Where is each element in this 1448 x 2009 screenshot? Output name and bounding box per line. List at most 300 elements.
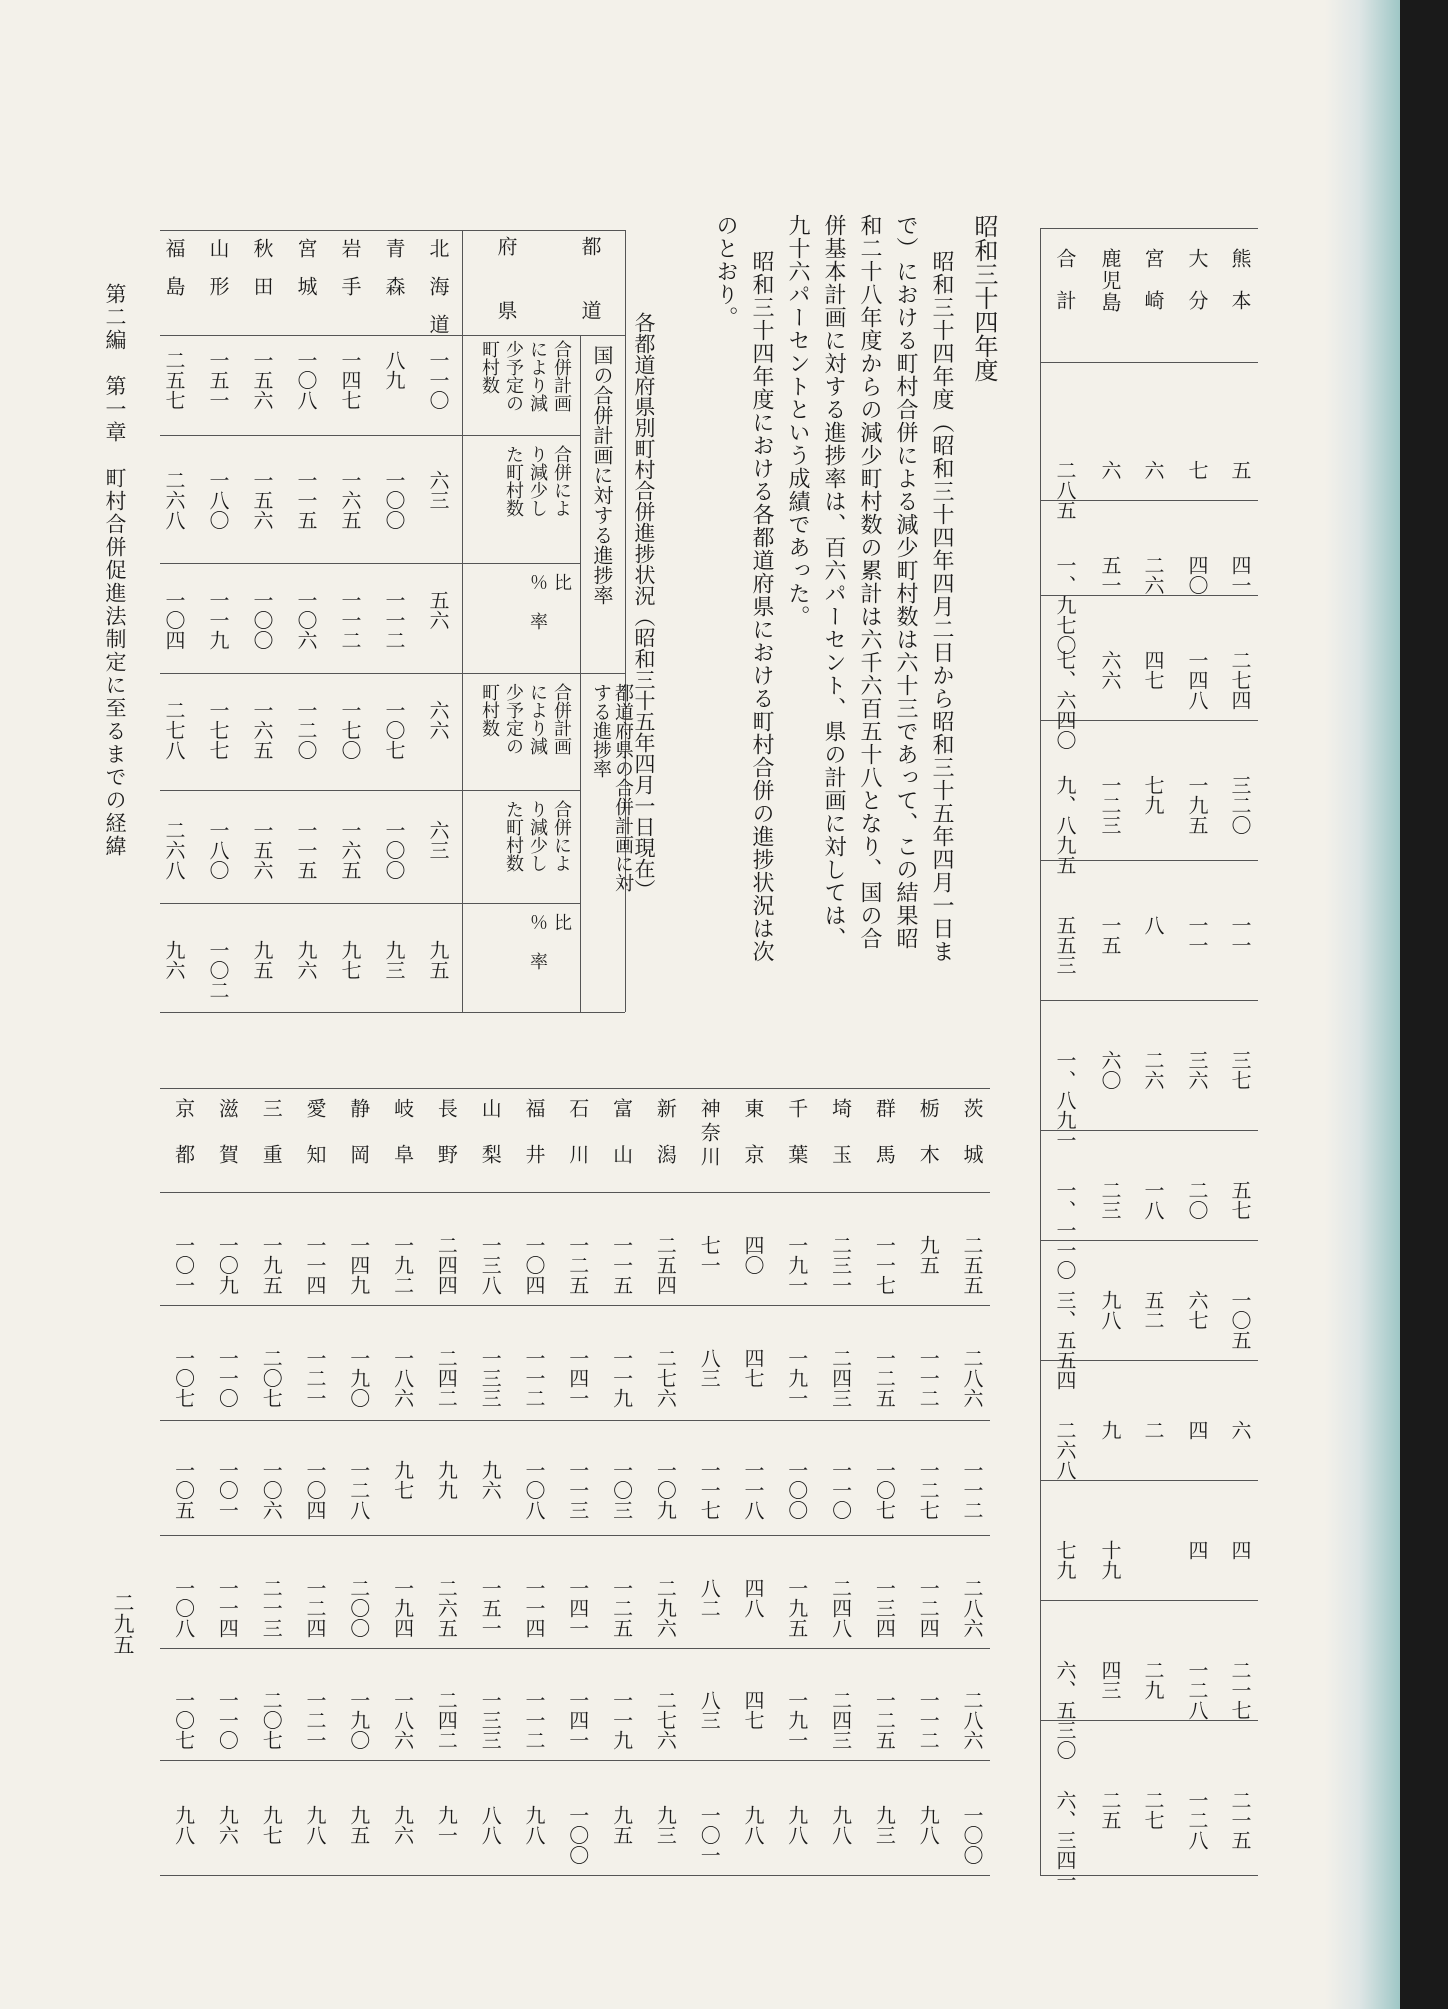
table-bottom-cell: 一〇三 <box>609 1460 634 1520</box>
table-left-subheader: り減少し <box>527 800 548 872</box>
table-bottom-cell: 二四八 <box>828 1578 853 1638</box>
table-left-cell: 一〇〇 <box>250 590 274 650</box>
table-bottom-cell: 一三三 <box>478 1690 503 1750</box>
page-number: 二九五 <box>111 1592 135 1655</box>
table-bottom-cell: 一〇一 <box>171 1235 196 1295</box>
table-bottom-cell: 二四四 <box>434 1235 459 1295</box>
table-right-lower-cell: 六 <box>1228 1420 1252 1440</box>
table-bottom-cell: 一九一 <box>784 1235 809 1295</box>
table-right-lower-cell: 六七 <box>1185 1290 1209 1330</box>
table-bottom-cell: 八二 <box>697 1578 722 1618</box>
table-bottom-cell: 一八六 <box>390 1348 415 1408</box>
table-bottom-cell: 四八 <box>741 1578 765 1618</box>
table-bottom-cell: 二三一 <box>828 1235 853 1295</box>
table-left-subheader: り減少し <box>527 445 548 517</box>
table-right-lower-cell: 九八 <box>1098 1290 1122 1330</box>
table-right-lower-cell: 十九 <box>1098 1540 1122 1580</box>
table-right-lower-cell: 三、五五四 <box>1053 1290 1077 1390</box>
table-left-cell: 一八〇 <box>206 820 230 880</box>
table-bottom-cell: 一九五 <box>784 1578 809 1638</box>
table-bottom-cell: 一四九 <box>346 1235 371 1295</box>
table-bottom-row-name: 群馬 <box>872 1098 897 1190</box>
table-right-lower-cell: 四 <box>1185 1540 1209 1560</box>
table-bottom-cell: 一九〇 <box>346 1690 371 1750</box>
table-right-cell: 三六 <box>1185 1050 1209 1090</box>
table-bottom-row-name: 長野 <box>434 1098 459 1190</box>
table-left-subcol-rule <box>160 435 462 436</box>
table-bottom-cell: 一一三 <box>565 1460 590 1520</box>
table-right-cell: 七九 <box>1141 775 1165 815</box>
table-bottom-cell: 八三 <box>697 1348 722 1388</box>
table-left-header-subrule <box>462 435 580 436</box>
table-right-cell: 一二三 <box>1098 775 1122 835</box>
table-bottom-cell: 一〇九 <box>653 1460 678 1520</box>
table-right-cell: 四〇 <box>1185 555 1209 595</box>
table-bottom-cell: 一九四 <box>390 1578 415 1638</box>
table-left-subheader: 少予定の <box>503 340 524 412</box>
table-right-cell: 九、八九五 <box>1053 775 1077 875</box>
table-bottom-cell: 一一二 <box>960 1460 984 1520</box>
table-right-cell: 三七 <box>1228 1050 1252 1090</box>
table-right-cell: 二六 <box>1141 555 1165 595</box>
table-left-subheader: た町村数 <box>503 445 524 517</box>
table-left-cell: 一二〇 <box>294 700 318 760</box>
table-bottom-cell: 四七 <box>741 1690 765 1730</box>
table-right-cell: 四一 <box>1228 555 1252 595</box>
table-right-cell: 三二〇 <box>1228 775 1252 835</box>
table-bottom-cell: 一八六 <box>390 1690 415 1750</box>
table-bottom-row-name: 福井 <box>522 1098 546 1190</box>
table-left-bottom-rule <box>160 1012 625 1013</box>
table-bottom-row-name: 岐阜 <box>390 1098 415 1190</box>
table-left-cell: 一〇〇 <box>382 820 406 880</box>
table-bottom-col-rule <box>160 1535 990 1536</box>
table-left-subheader: 町村数 <box>479 683 500 737</box>
table-right-lower-cell: 一八 <box>1141 1180 1165 1220</box>
table-right-lower-cell: 五二 <box>1141 1290 1165 1330</box>
table-right-lower-cell: 四 <box>1228 1540 1252 1560</box>
table-right-cell: 一一 <box>1228 915 1252 955</box>
table-bottom-cell: 一九〇 <box>346 1348 371 1408</box>
table-left-header-divider <box>462 230 463 1012</box>
table-right-cell: 五五三 <box>1053 915 1077 975</box>
table-right-cell: 二八五 <box>1053 460 1077 520</box>
table-left-cell: 一〇六 <box>294 590 318 650</box>
table-bottom-cell: 一一九 <box>609 1690 634 1750</box>
running-header: 第二編 第一章 町村合併促進法制定に至るまでの経緯 <box>103 283 127 858</box>
table-left-cell: 一一二 <box>382 590 406 650</box>
table-right-lower-cell: 二一五 <box>1228 1790 1252 1850</box>
table-right-lower-cell: 六、三四一 <box>1053 1790 1077 1890</box>
table-right-lower-cell: 二 <box>1141 1420 1165 1440</box>
table-bottom-row-name: 愛知 <box>303 1098 327 1190</box>
table-left-cell: 一五六 <box>250 350 274 410</box>
table-left-header-pref-4: 県 <box>494 300 518 320</box>
table-bottom-col-rule <box>160 1305 990 1306</box>
table-left-header-pref-1: 都 <box>578 236 602 256</box>
table-left-subheader: た町村数 <box>503 800 524 872</box>
table-left-subheader: ％ 率 <box>527 913 548 970</box>
table-bottom-row-name: 京都 <box>171 1098 196 1190</box>
table-left-cell: 一六五 <box>338 470 362 530</box>
table-left-header-rule <box>160 335 625 336</box>
table-bottom-cell: 一〇九 <box>215 1235 240 1295</box>
table-bottom-cell: 二四二 <box>434 1348 459 1408</box>
table-left-cell: 九三 <box>382 940 406 980</box>
table-left-header-subrule <box>462 563 580 564</box>
table-right-cell: 四七 <box>1141 650 1165 690</box>
table-right-lower-cell: 一二八 <box>1185 1790 1209 1850</box>
table-bottom-cell: 一一二 <box>916 1348 941 1408</box>
table-bottom-row-name: 山梨 <box>478 1098 503 1190</box>
table-right-row-rule <box>1040 1000 1258 1001</box>
table-right-lower-cell: 二九 <box>1141 1660 1165 1700</box>
table-left-subheader: 比 <box>551 573 572 591</box>
table-bottom-cell: 一一四 <box>303 1235 327 1295</box>
table-bottom-cell: 二〇七 <box>259 1348 284 1408</box>
table-right-cell: 一一 <box>1185 915 1209 955</box>
table-left-cell: 二五七 <box>162 350 186 410</box>
table-bottom-cell: 九八 <box>784 1805 809 1845</box>
table-left-cell: 一〇〇 <box>382 470 406 530</box>
table-bottom-col-rule <box>160 1192 990 1193</box>
table-bottom-row-name: 富山 <box>609 1098 634 1190</box>
table-bottom-cell: 一一〇 <box>215 1690 240 1750</box>
table-bottom-cell: 九八 <box>916 1805 941 1845</box>
table-bottom-cell: 一四一 <box>565 1578 590 1638</box>
paragraph-1-line: 併基本計画に対する進捗率は、百六パーセント、県の計画に対しては、 <box>821 214 846 950</box>
table-bottom-cell: 二八六 <box>960 1578 984 1638</box>
table-left-subheader: 町村数 <box>479 340 500 394</box>
table-bottom-cell: 二四二 <box>434 1690 459 1750</box>
table-bottom-cell: 二八六 <box>960 1348 984 1408</box>
paragraph-1-line: 和二十八年度からの減少町村数の累計は六千六百五十八となり、国の合 <box>857 214 882 950</box>
table-bottom-cell: 九八 <box>171 1805 196 1845</box>
table-bottom-cell: 一〇七 <box>171 1348 196 1408</box>
table-bottom-cell: 二九六 <box>653 1578 678 1638</box>
table-left-group-prefectural: 都道府県の合併計画に対する進捗率 <box>590 683 634 892</box>
table-bottom-cell: 九六 <box>478 1460 503 1500</box>
table-right-cell: 一四八 <box>1185 650 1209 710</box>
table-bottom-cell: 一二五 <box>872 1348 897 1408</box>
table-bottom-row-name: 三重 <box>259 1098 284 1190</box>
table-right-cell: 六 <box>1141 460 1165 480</box>
table-right-lower-cell: 二一七 <box>1228 1660 1252 1720</box>
table-bottom-cell: 一三三 <box>478 1348 503 1408</box>
table-bottom-cell: 一一二 <box>522 1348 546 1408</box>
table-bottom-cell: 四七 <box>741 1348 765 1388</box>
table-bottom-row-name: 千葉 <box>784 1098 809 1190</box>
table-right-row-name: 宮崎 <box>1141 248 1165 332</box>
table-bottom-cell: 二四三 <box>828 1348 853 1408</box>
table-bottom-cell: 九九 <box>434 1460 459 1500</box>
table-bottom-cell: 一二五 <box>872 1690 897 1750</box>
table-bottom-cell: 一〇七 <box>872 1460 897 1520</box>
table-bottom-bottom-rule <box>160 1875 990 1876</box>
table-left-group-national: 国の合併計画に対する進捗率 <box>590 345 614 605</box>
table-bottom-row-name: 滋賀 <box>215 1098 240 1190</box>
table-right-row-rule <box>1040 1600 1258 1601</box>
table-bottom-cell: 二五四 <box>653 1235 678 1295</box>
table-right-cell: 二六 <box>1141 1050 1165 1090</box>
table-bottom-cell: 一〇六 <box>259 1460 284 1520</box>
table-bottom-cell: 一一九 <box>609 1348 634 1408</box>
table-right-row-name: 鹿児島 <box>1098 248 1122 314</box>
table-bottom-cell: 二七六 <box>653 1690 678 1750</box>
table-left-cell: 一一〇 <box>426 350 450 410</box>
table-bottom-row-name: 静岡 <box>346 1098 371 1190</box>
table-bottom-cell: 一一七 <box>697 1460 722 1520</box>
table-bottom-row-name: 埼玉 <box>828 1098 853 1190</box>
table-left-subheader: 少予定の <box>503 683 524 755</box>
table-bottom-cell: 一〇〇 <box>565 1805 590 1865</box>
table-right-cell: 一九五 <box>1185 775 1209 835</box>
table-left-cell: 九五 <box>426 940 450 980</box>
table-left-cell: 一〇四 <box>162 590 186 650</box>
table-bottom-cell: 九五 <box>916 1235 941 1275</box>
table-left-cell: 一五六 <box>250 820 274 880</box>
table-right-lower-cell: 二三 <box>1098 1180 1122 1220</box>
table-bottom-cell: 九八 <box>741 1805 765 1845</box>
table-left-subheader: 合併計画 <box>551 683 572 755</box>
table-left-cell: 八九 <box>382 350 406 390</box>
table-left-subheader: 合併によ <box>551 800 572 872</box>
table-bottom-cell: 一〇〇 <box>960 1805 984 1865</box>
table-left-row-name: 山形 <box>206 238 230 314</box>
table-right-lower-cell: 五七 <box>1228 1180 1252 1220</box>
table-left-header-pref-2: 道 <box>578 300 602 320</box>
table-left-cell: 六三 <box>426 470 450 510</box>
table-bottom-cell: 一二八 <box>346 1460 371 1520</box>
table-right-cell: 一、八九一 <box>1053 1050 1077 1150</box>
table-bottom-row-name: 石川 <box>565 1098 590 1190</box>
table-bottom-cell: 一〇七 <box>171 1690 196 1750</box>
table-bottom-cell: 九六 <box>215 1805 240 1845</box>
table-bottom-cell: 一二四 <box>916 1578 941 1638</box>
table-bottom-cell: 二〇〇 <box>346 1578 371 1638</box>
table-right-cell: 七、六四〇 <box>1053 650 1077 750</box>
table-bottom-cell: 九一 <box>434 1805 459 1845</box>
table-left-row-name: 青森 <box>382 238 406 314</box>
table-bottom-cell: 二四三 <box>828 1690 853 1750</box>
table-left-cell: 一八〇 <box>206 470 230 530</box>
table-caption: 各都道府県別町村合併進捗状況（昭和三十五年四月一日現在） <box>632 312 656 900</box>
table-left-cell: 一〇七 <box>382 700 406 760</box>
table-bottom-row-name: 東京 <box>741 1098 765 1190</box>
table-bottom-cell: 一〇八 <box>522 1460 546 1520</box>
table-bottom-cell: 二五五 <box>960 1235 984 1295</box>
paragraph-1-line: 昭和三十四年度（昭和三十四年四月二日から昭和三十五年四月一日ま <box>929 250 954 963</box>
table-bottom-cell: 一一二 <box>916 1690 941 1750</box>
table-left-subheader: 比 <box>551 913 572 931</box>
table-bottom-cell: 一三四 <box>872 1578 897 1638</box>
table-bottom-cell: 九三 <box>872 1805 897 1845</box>
table-left-subheader: により減 <box>527 683 548 755</box>
table-bottom-cell: 一九二 <box>390 1235 415 1295</box>
table-bottom-cell: 九七 <box>390 1460 415 1500</box>
table-left-cell: 一五六 <box>250 470 274 530</box>
table-left-row-name: 宮城 <box>294 238 318 314</box>
table-left-row-name: 北海道 <box>426 238 450 352</box>
section-heading: 昭和三十四年度 <box>970 214 998 382</box>
table-bottom-cell: 八八 <box>478 1805 503 1845</box>
table-bottom-cell: 一〇五 <box>171 1460 196 1520</box>
table-left-subcol-rule <box>160 790 462 791</box>
table-left-cell: 二六八 <box>162 470 186 530</box>
table-left-subheader: ％ 率 <box>527 573 548 630</box>
table-bottom-cell: 一〇〇 <box>784 1460 809 1520</box>
table-left-cell: 一七〇 <box>338 700 362 760</box>
table-bottom-cell: 二八六 <box>960 1690 984 1750</box>
table-bottom-row-name: 栃木 <box>916 1098 941 1190</box>
table-right-cell: 六六 <box>1098 650 1122 690</box>
paragraph-2-line: のとおり。 <box>713 214 738 329</box>
table-left-row-name: 岩手 <box>338 238 362 314</box>
table-bottom-cell: 一一二 <box>522 1690 546 1750</box>
table-right-cell: 五 <box>1228 460 1252 480</box>
table-left-subheader: 合併計画 <box>551 340 572 412</box>
table-right-top-rule <box>1040 228 1258 229</box>
table-bottom-cell: 一〇四 <box>522 1235 546 1295</box>
table-bottom-cell: 一三八 <box>478 1235 503 1295</box>
table-right-left-border <box>1040 228 1041 1875</box>
table-bottom-cell: 七一 <box>697 1235 722 1275</box>
table-bottom-cell: 一二四 <box>303 1578 327 1638</box>
table-left-cell: 一五一 <box>206 350 230 410</box>
table-left-cell: 二六八 <box>162 820 186 880</box>
table-left-group-break <box>462 673 625 674</box>
table-bottom-cell: 一〇四 <box>303 1460 327 1520</box>
table-right-lower-cell: 一二八 <box>1185 1660 1209 1720</box>
table-left-subcol-rule <box>160 673 462 674</box>
table-right-row-name: 熊本 <box>1228 248 1252 332</box>
table-bottom-cell: 二一三 <box>259 1578 284 1638</box>
table-bottom-row-name: 茨城 <box>960 1098 984 1190</box>
table-bottom-cell: 八三 <box>697 1690 722 1730</box>
table-right-lower-cell: 一、一一〇 <box>1053 1180 1077 1280</box>
table-left-cell: 九六 <box>294 940 318 980</box>
table-bottom-cell: 九五 <box>346 1805 371 1845</box>
table-bottom-cell: 九八 <box>828 1805 853 1845</box>
table-right-row-rule <box>1040 1480 1258 1481</box>
table-bottom-col-rule <box>160 1648 990 1649</box>
table-right-cell: 六 <box>1098 460 1122 480</box>
table-bottom-row-name: 新潟 <box>653 1098 678 1190</box>
table-bottom-cell: 一五一 <box>478 1578 503 1638</box>
table-bottom-row-name: 神奈川 <box>697 1098 722 1170</box>
table-right-lower-cell: 四三 <box>1098 1660 1122 1700</box>
table-bottom-cell: 一一八 <box>741 1460 765 1520</box>
table-left-header-subrule <box>462 903 580 904</box>
table-bottom-cell: 九八 <box>522 1805 546 1845</box>
table-left-subcol-rule <box>160 903 462 904</box>
table-left-top-rule <box>160 230 625 231</box>
table-bottom-cell: 九三 <box>653 1805 678 1845</box>
table-bottom-cell: 一四一 <box>565 1348 590 1408</box>
table-left-cell: 一四七 <box>338 350 362 410</box>
table-left-cell: 六三 <box>426 820 450 860</box>
table-right-cell: 一五 <box>1098 915 1122 955</box>
table-left-cell: 一一九 <box>206 590 230 650</box>
table-left-cell: 一一二 <box>338 590 362 650</box>
table-left-header-pref-3: 府 <box>494 236 518 256</box>
table-bottom-cell: 九八 <box>303 1805 327 1845</box>
table-bottom-cell: 九六 <box>390 1805 415 1845</box>
table-bottom-cell: 一四一 <box>565 1690 590 1750</box>
table-right-cell: 五一 <box>1098 555 1122 595</box>
table-bottom-col-rule <box>160 1420 990 1421</box>
table-right-lower-cell: 二五 <box>1098 1790 1122 1830</box>
table-right-row-name: 合計 <box>1053 248 1077 332</box>
table-left-cell: 一七七 <box>206 700 230 760</box>
page-edge-shadow <box>1325 0 1400 2009</box>
table-right-row-name: 大分 <box>1185 248 1209 332</box>
table-right-lower-cell: 二六八 <box>1053 1420 1077 1480</box>
table-left-cell: 二七八 <box>162 700 186 760</box>
table-left-subheader: 合併によ <box>551 445 572 517</box>
table-bottom-cell: 一二五 <box>609 1578 634 1638</box>
table-bottom-cell: 一一四 <box>522 1578 546 1638</box>
table-bottom-cell: 四〇 <box>741 1235 765 1275</box>
table-left-cell: 一〇八 <box>294 350 318 410</box>
table-bottom-cell: 九五 <box>609 1805 634 1845</box>
table-left-subheader: により減 <box>527 340 548 412</box>
table-right-header-rule <box>1040 362 1258 363</box>
table-bottom-cell: 一一七 <box>872 1235 897 1295</box>
table-left-header-subrule <box>462 790 580 791</box>
table-right-lower-cell: 一〇五 <box>1228 1290 1252 1350</box>
table-bottom-cell: 一二五 <box>565 1235 590 1295</box>
table-right-cell: 六〇 <box>1098 1050 1122 1090</box>
table-bottom-cell: 一一〇 <box>215 1348 240 1408</box>
table-right-lower-cell: 二七 <box>1141 1790 1165 1830</box>
table-bottom-col-rule <box>160 1760 990 1761</box>
table-bottom-cell: 一一四 <box>215 1578 240 1638</box>
table-left-subcol-rule <box>160 563 462 564</box>
table-right-lower-cell: 九 <box>1098 1420 1122 1440</box>
table-bottom-cell: 一〇一 <box>215 1460 240 1520</box>
table-left-cell: 九五 <box>250 940 274 980</box>
table-left-row-name: 秋田 <box>250 238 274 314</box>
table-bottom-cell: 一二一 <box>303 1690 327 1750</box>
table-right-cell: 一、九七〇 <box>1053 555 1077 655</box>
table-right-lower-cell: 二〇 <box>1185 1180 1209 1220</box>
table-bottom-cell: 一二七 <box>916 1460 941 1520</box>
table-bottom-cell: 一〇一 <box>697 1805 722 1865</box>
table-left-cell: 九七 <box>338 940 362 980</box>
table-right-lower-cell: 四 <box>1185 1420 1209 1440</box>
table-left-row-name: 福島 <box>162 238 186 314</box>
table-left-cell: 一六五 <box>250 700 274 760</box>
table-bottom-cell: 二〇七 <box>259 1690 284 1750</box>
table-right-cell: 八 <box>1141 915 1165 935</box>
table-bottom-cell: 一〇八 <box>171 1578 196 1638</box>
table-left-cell: 一六五 <box>338 820 362 880</box>
table-left-cell: 六六 <box>426 700 450 740</box>
table-bottom-cell: 九七 <box>259 1805 284 1845</box>
table-bottom-cell: 一一〇 <box>828 1460 853 1520</box>
table-bottom-cell: 一一五 <box>609 1235 634 1295</box>
table-left-cell: 一〇二 <box>206 940 230 1000</box>
table-left-cell: 一一五 <box>294 820 318 880</box>
table-right-lower-cell: 七九 <box>1053 1540 1077 1580</box>
table-left-cell: 一一五 <box>294 470 318 530</box>
table-bottom-cell: 一二一 <box>303 1348 327 1408</box>
table-bottom-cell: 一九五 <box>259 1235 284 1295</box>
table-left-cell: 五六 <box>426 590 450 630</box>
table-bottom-cell: 一九一 <box>784 1348 809 1408</box>
table-left-cell: 九六 <box>162 940 186 980</box>
